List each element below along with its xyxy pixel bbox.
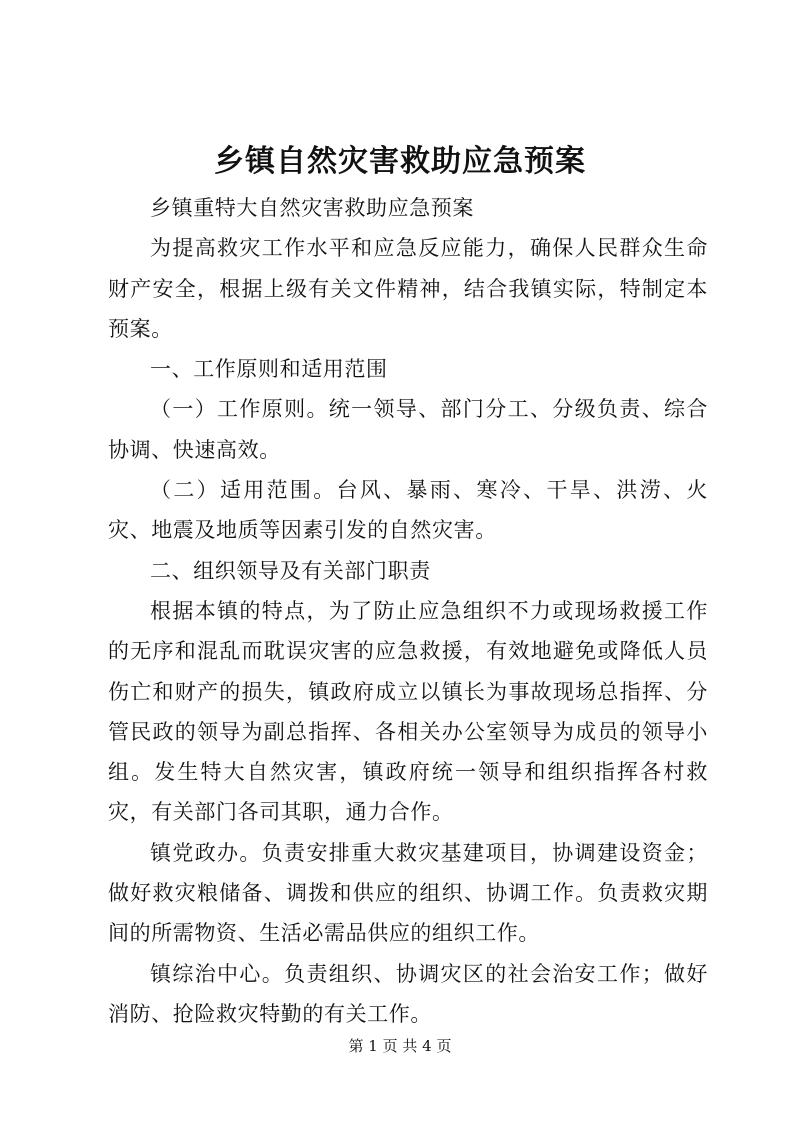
document-title: 乡镇自然灾害救助应急预案 <box>214 144 586 179</box>
paragraph-purpose: 为提高救灾工作水平和应急反应能力，确保人民群众生命财产安全，根据上级有关文件精神，结合我镇实际，特制定本预案。 <box>108 236 708 341</box>
paragraph-scope: （二）适用范围。台风、暴雨、寒冷、干旱、洪涝、火灾、地震及地质等因素引发的自然灾害。 <box>108 478 708 543</box>
section-heading-1: 一、工作原则和适用范围 <box>150 357 388 382</box>
section-heading-2: 二、组织领导及有关部门职责 <box>150 558 431 583</box>
paragraph-principles: （一）工作原则。统一领导、部门分工、分级负责、综合协调、快速高效。 <box>108 397 708 462</box>
paragraph-organization: 根据本镇的特点，为了防止应急组织不力或现场救援工作的无序和混乱而耽误灾害的应急救援，有效地避免或降低人员伤亡和财产的损失，镇政府成立以镇长为事故现场总指挥、分管民政的领导为副总指挥、各相关办公室领导为成员的领导小组。发生特大自然灾害，镇政府统一领导和组织指挥各村救灾，有关部门各司其职，通力合作。 <box>108 598 708 825</box>
paragraph-security-center: 镇综治中心。负责组织、协调灾区的社会治安工作；做好消防、抢险救灾特勤的有关工作。 <box>108 961 708 1026</box>
document-body <box>108 188 708 1034</box>
paragraph-subtitle: 乡镇重特大自然灾害救助应急预案 <box>150 196 474 220</box>
page-footer: 第 1 页 共 4 页 <box>348 1037 452 1055</box>
paragraph-party-office: 镇党政办。负责安排重大救灾基建项目，协调建设资金；做好救灾粮储备、调拨和供应的组织、协调工作。负责救灾期间的所需物资、生活必需品供应的组织工作。 <box>108 840 708 946</box>
